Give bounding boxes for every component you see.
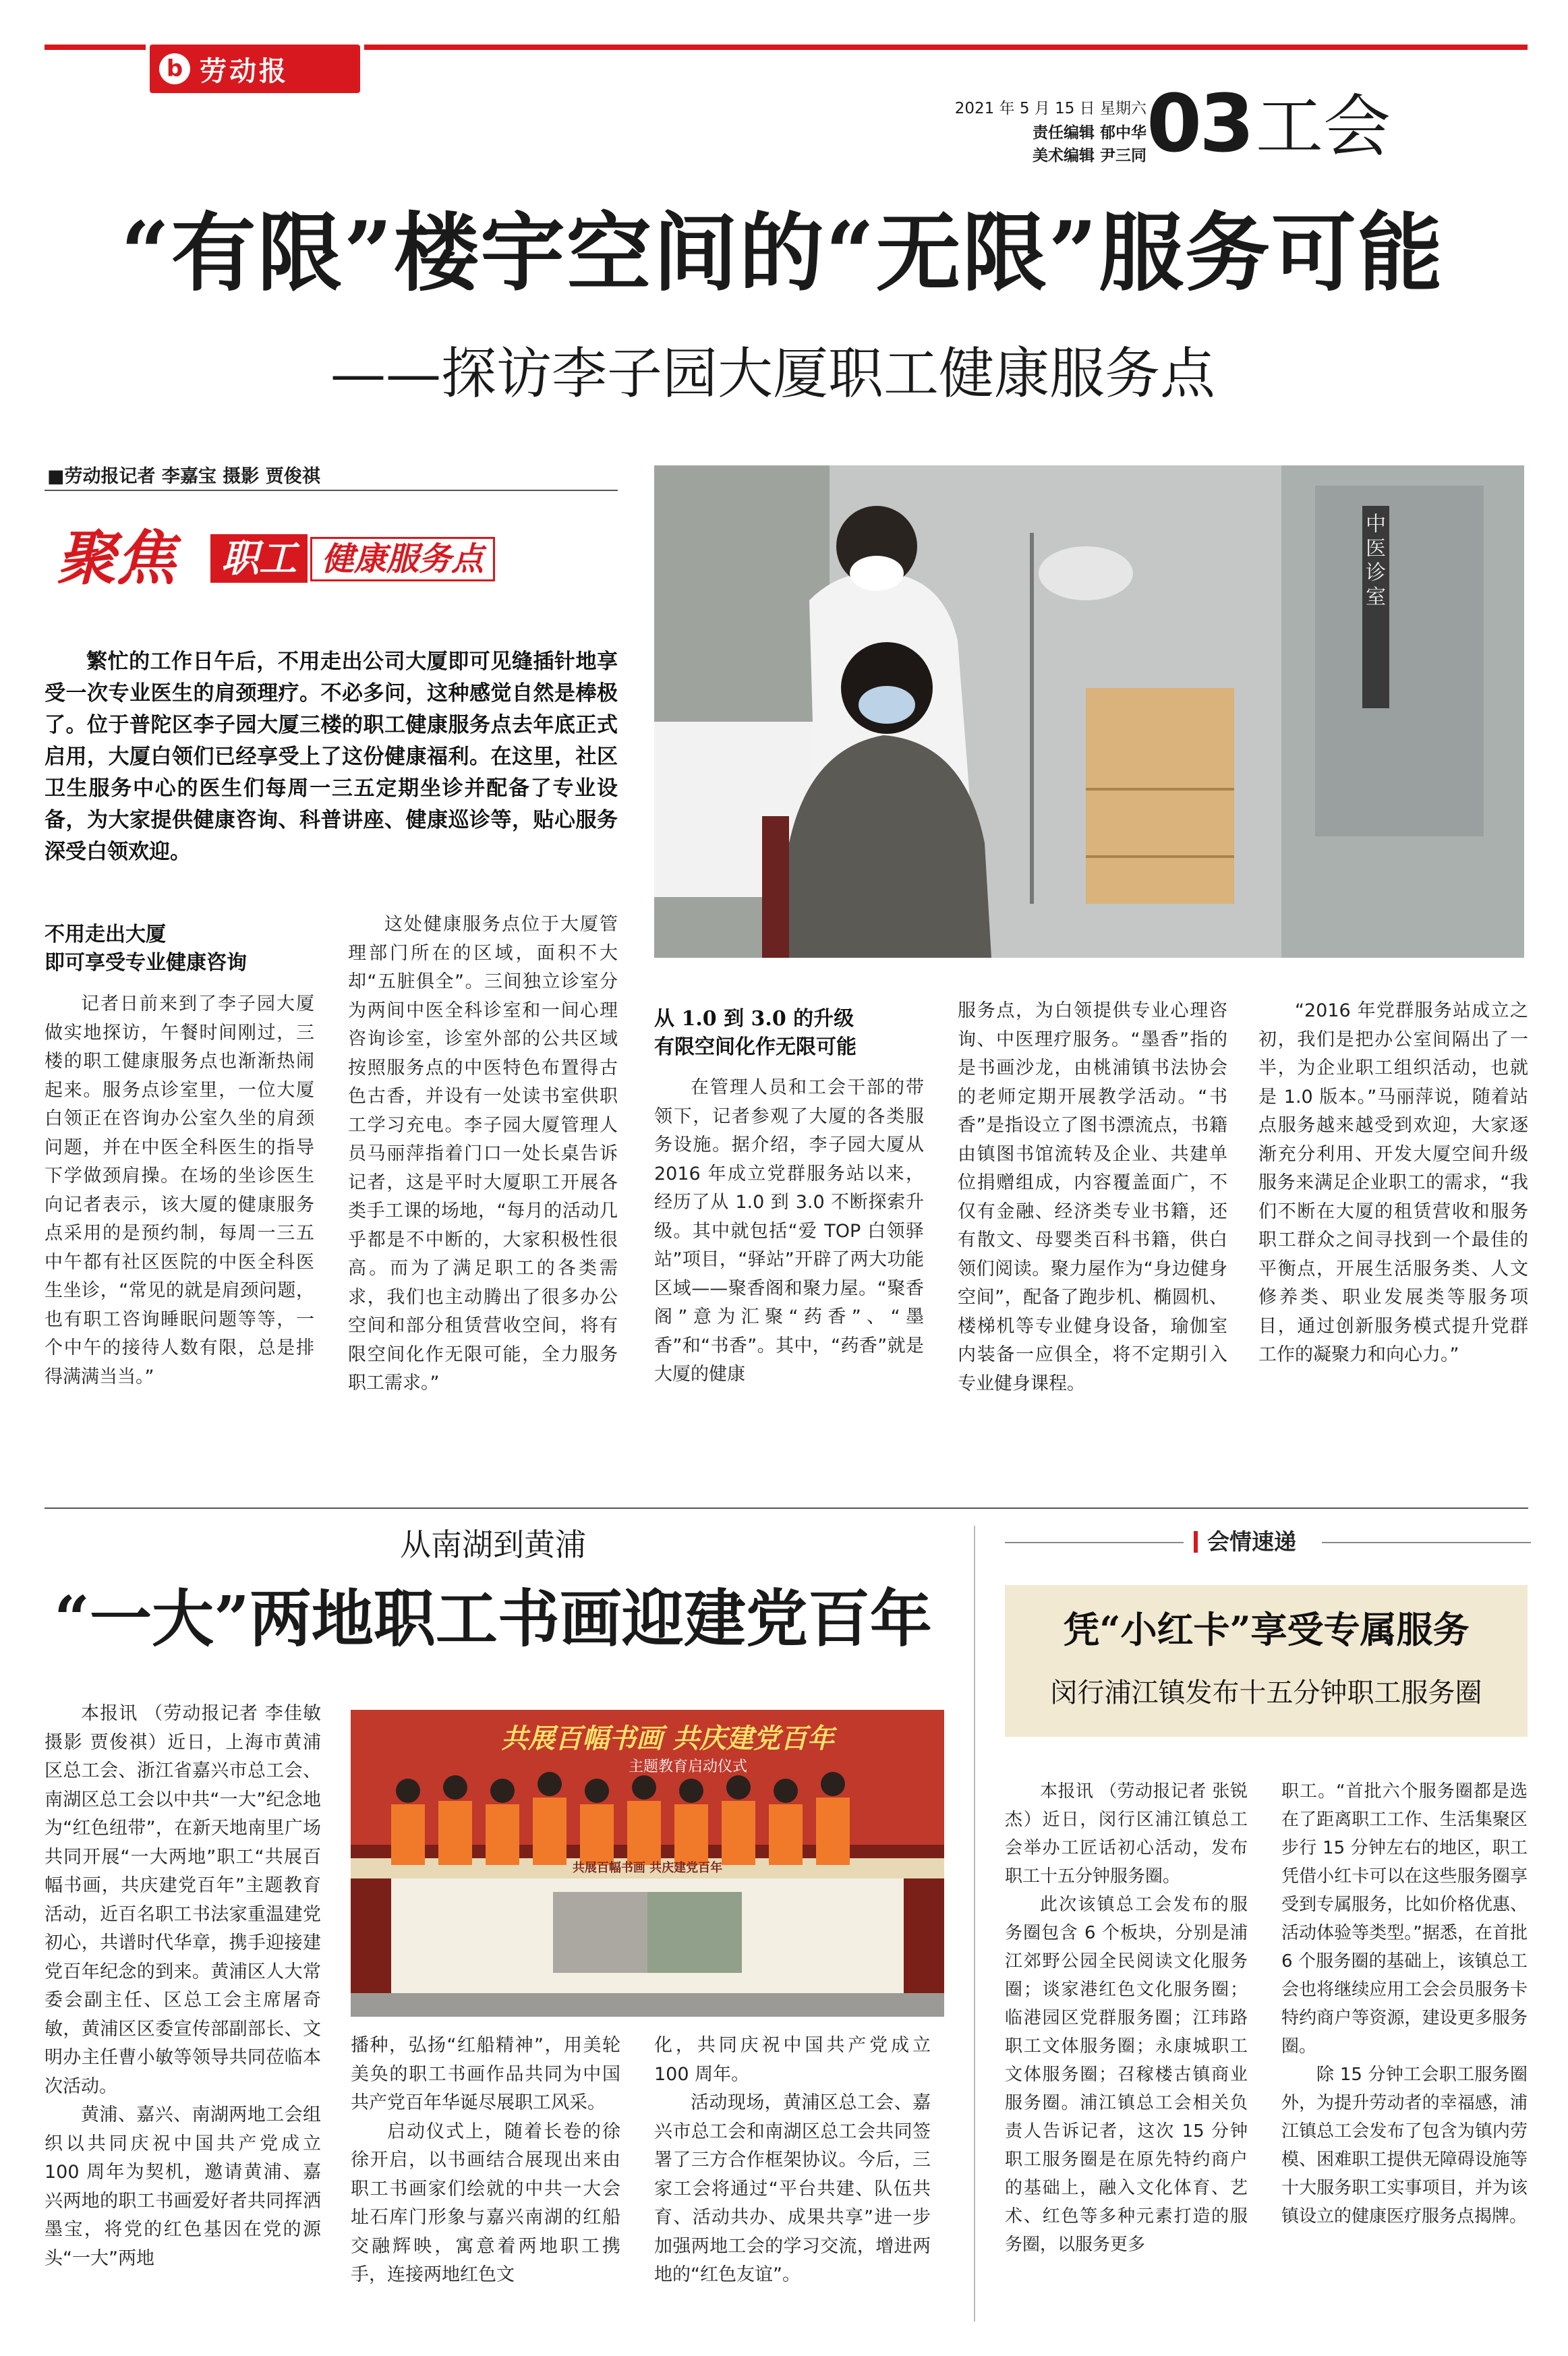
- story2-headline: “一大”两地职工书画迎建党百年: [54, 1582, 932, 1655]
- story2-column-3b-text: 活动现场，黄浦区总工会、嘉兴市总工会和南湖区总工会共同签署了三方合作框架协议。今后，三家工会将通过“平台共建、队伍共育、活动共办、成果共享”进一步加强两地工会的学习交流，增进两地的“红色友谊”。: [654, 2092, 931, 2285]
- masthead-logo: [150, 45, 360, 93]
- story2-column-1-text: 本报讯 （劳动报记者 李佳敏 摄影 贾俊祺）近日，上海市黄浦区总工会、浙江省嘉兴市总工会、南湖区总工会以中共“一大”纪念地为“红色纽带”，在新天地南里广场共同开展“一大两地”职工“共展百幅书画，共庆建党百年”主题教育活动，近百名职工书法家重温建党初心，共谱时代华章，携手迎接建党百年纪念的到来。黄浦区人大常委会副主任、区总工会主席屠奇敏，黄浦区区委宣传部副部长、文明办主任曹小敏等领导共同莅临本次活动。: [45, 1703, 321, 2097]
- chair: [762, 816, 789, 958]
- ceremony-scroll-text: 共展百幅书画 共庆建党百年: [572, 1861, 723, 1875]
- lead-section1-title-line1: 不用走出大厦: [45, 923, 166, 946]
- lead-photo-clinic: [654, 465, 1524, 958]
- story3-section-label: [1005, 1526, 1531, 1559]
- clinic-door-sign-text: 中医诊室: [1366, 513, 1386, 609]
- lead-column-4: [958, 997, 1227, 1398]
- story3-headline: 凭“小红卡”享受专属服务: [1063, 1608, 1470, 1651]
- lead-byline: ■劳动报记者 李嘉宝 摄影 贾俊祺: [47, 466, 320, 487]
- story2-column-3-text: 化，共同庆祝中国共产党成立 100 周年。: [654, 2035, 931, 2085]
- story3-column-1-text: 本报讯 （劳动报记者 张锐杰）近日，闵行区浦江镇总工会举办工匠话初心活动，发布职工十五分钟服务圈。: [1005, 1781, 1248, 1887]
- logo-icon: b: [159, 53, 190, 84]
- masthead-red-rule-left: [45, 45, 146, 50]
- story3-column-2-text: 职工。“首批六个服务圈都是选在了距离职工工作、生活集聚区步行 15 分钟左右的地区，职工凭借小红卡可以在这些服务圈享受到专属服务，比如价格优惠、活动体验等类型。”据悉，在首批 6 个服务圈的基础上，该镇总工会也将继续应用工会会员服务卡特约商户等资源，建设更多服务圈。: [1281, 1781, 1528, 2057]
- ceremony-banner-text: 共展百幅书画 共庆建党百年: [501, 1723, 834, 1754]
- story3-column-1: [1005, 1777, 1248, 2259]
- lead-column-1-text: 记者日前来到了李子园大厦做实地探访，午餐时间刚过，三楼的职工健康服务点也渐渐热闹起来。服务点诊室里，一位大厦白领正在咨询办公室久坐的肩颈问题，并在中医全科医生的指导下学做颈肩操。在场的坐诊医生向记者表示，该大厦的健康服务点采用的是预约制，每周一三五中午都有社区医院的中医全科医生坐诊，“常见的就是肩颈问题，也有职工咨询睡眠问题等等，一个中午的接待人数有限，总是排得满满当当。”: [45, 994, 314, 1387]
- lead-section2-title-line1: 从 1.0 到 3.0 的升级: [654, 1007, 854, 1031]
- editor-line: 责任编辑 郁中华: [1032, 124, 1146, 142]
- story2-column-2: [351, 2032, 620, 2290]
- lead-subheadline: ——探访李子园大厦职工健康服务点: [330, 342, 1216, 406]
- lead-intro: [45, 646, 618, 868]
- lead-section2-title-line2: 有限空间化作无限可能: [654, 1035, 856, 1059]
- story3-subheadline: 闵行浦江镇发布十五分钟职工服务圈: [1050, 1677, 1482, 1708]
- lead-column-3: [654, 1074, 924, 1389]
- badge-worker-text: 职工: [210, 534, 308, 583]
- badge-focus-text: 聚焦: [57, 523, 176, 593]
- byline-rule: [45, 490, 618, 491]
- story2-column-2-text: 播种，弘扬“红船精神”，用美轮美奂的职工书画作品共同为中国共产党百年华诞尽展职工风采。: [351, 2035, 620, 2113]
- story2-column-3: [654, 2032, 931, 2290]
- story2-photo-ceremony: [351, 1710, 944, 2017]
- lead-column-5-text: “2016 年党群服务站成立之初，我们是把办公室间隔出了一半，为企业职工组织活动，也就是 1.0 版本。”马丽萍说，随着站点服务越来越受到欢迎，大家逐渐充分利用、开发大厦空间升级服务来满足企业职工的需求，“我们不断在大厦的租赁营收和服务职工群众之间寻找到一个最佳的平衡点，开展生活服务类、人文修养类、职业发展类等服务项目，通过创新服务模式提升党群工作的凝聚力和向心力。”: [1258, 1000, 1528, 1365]
- badge-health-text: 健康服务点: [310, 537, 495, 581]
- story3-column-1b-text: 此次该镇总工会发布的服务圈包含 6 个板块，分别是浦江郊野公园全民阅读文化服务圈；谈家港红色文化服务圈；临港园区党群服务圈；江玮路职工文体服务圈；永康城职工文体服务圈；召稼楼古镇商业服务圈。浦江镇总工会相关负责人告诉记者，这次 15 分钟职工服务圈是在原先特约商户的基础上，融入文化体育、艺术、红色等多种元素打造的服务圈，以服务更多: [1005, 1895, 1248, 2255]
- lead-intro-text: 繁忙的工作日午后，不用走出公司大厦即可见缝插针地享受一次专业医生的肩颈理疗。不必多问，这种感觉自然是棒极了。位于普陀区李子园大厦三楼的职工健康服务点去年底正式启用，大厦白领们已经享受上了这份健康福利。在这里，社区卫生服务中心的医生们每周一三五定期坐诊并配备了专业设备，为大家提供健康咨询、科普讲座、健康巡诊等，贴心服务深受白领欢迎。: [45, 650, 618, 864]
- story2-kicker: 从南湖到黄浦: [400, 1526, 586, 1563]
- lead-headline: “有限”楼宇空间的“无限”服务可能: [121, 203, 1444, 303]
- story2-column-1: [45, 1700, 321, 2273]
- story2-column-2b-text: 启动仪式上，随着长卷的徐徐开启，以书画结合展现出来由职工书画家们绘就的中共一大会址石库门形象与嘉兴南湖的红船交融辉映，寓意着两地职工携手，连接两地红色文: [351, 2121, 620, 2285]
- lead-column-1: [45, 990, 314, 1391]
- logo-text: 劳动报: [200, 55, 289, 87]
- lead-column-2-text: 这处健康服务点位于大厦管理部门所在的区域，面积不大却“五脏俱全”。三间独立诊室分为两间中医全科诊室和一间心理咨询诊室，诊室外部的公共区域按照服务点的中医特色布置得古色古香，并设有一处读书室供职工学习充电。李子园大厦管理人员马丽萍指着门口一处长桌告诉记者，这是平时大厦职工开展各类手工课的场地，“每月的活动几乎都是不中断的，大家积极性很高。而为了满足职工的各类需求，我们也主动腾出了很多办公空间和部分租赁营收空间，将有限空间化作无限可能，全力服务职工需求。”: [348, 914, 618, 1394]
- lead-section2-title: [654, 1005, 937, 1062]
- lamp-head: [1039, 546, 1133, 600]
- section-name: 工会: [1256, 87, 1391, 166]
- lead-column-3-text: 在管理人员和工会干部的带领下，记者参观了大厦的各类服务设施。据介绍，李子园大厦从 2016 年成立党群服务站以来，经历了从 1.0 到 3.0 不断探索升级。其中就包括“爱 TOP 白领驿站”项目，“驿站”开辟了两大功能区域——聚香阁和聚力屋。“聚香阁”意为汇聚“药香”、“墨香”和“书香”。其中，“药香”就是大厦的健康: [654, 1077, 924, 1385]
- story2-column-1b-text: 黄浦、嘉兴、南湖两地工会组织以共同庆祝中国共产党成立 100 周年为契机，邀请黄浦、嘉兴两地的职工书画爱好者共同挥洒墨宝，将党的红色基因在党的源头“一大”两地: [45, 2104, 321, 2269]
- story3-section-label-text: 会情速递: [1207, 1528, 1296, 1555]
- lead-column-2: [348, 911, 618, 1398]
- lead-column-5: [1258, 997, 1528, 1370]
- lead-section1-title: [45, 921, 328, 977]
- art-editor-line: 美术编辑 尹三同: [1032, 147, 1146, 165]
- masthead-red-rule-right: [364, 45, 1528, 50]
- page-number: 03: [1146, 77, 1252, 170]
- story-vertical-divider: [974, 1526, 975, 2322]
- story3-column-2: [1281, 1777, 1528, 2231]
- cabinet: [1086, 688, 1234, 904]
- ceremony-banner-subtext: 主题教育启动仪式: [628, 1758, 747, 1775]
- page-divider: [45, 1507, 1528, 1509]
- section-badge: [57, 519, 583, 600]
- lead-section1-title-line2: 即可享受专业健康咨询: [45, 951, 247, 975]
- lead-column-4-text: 服务点，为白领提供专业心理咨询、中医理疗服务。“墨香”指的是书画沙龙，由桃浦镇书法协会的老师定期开展教学活动。“书香”是指设立了图书漂流点，书籍由镇图书馆流转及企业、共建单位捐赠组成，内容覆盖面广，不仅有金融、经济类专业书籍，还有散文、母婴类百科书籍，供白领们阅读。聚力屋作为“身边健身空间”，配备了跑步机、椭圆机、楼梯机等专业健身设备，瑜伽室内装备一应俱全，将不定期引入专业健身课程。: [958, 1000, 1227, 1394]
- clinic-illustration: [654, 465, 1524, 958]
- story3-title-box: [1005, 1585, 1528, 1737]
- date-line: 2021 年 5 月 15 日 星期六: [954, 100, 1146, 117]
- story3-column-2b-text: 除 15 分钟工会职工服务圈外，为提升劳动者的幸福感，浦江镇总工会发布了包含为镇内劳模、困难职工提供无障碍设施等十大服务职工实事项目，并为该镇设立的健康医疗服务点揭牌。: [1281, 2065, 1528, 2226]
